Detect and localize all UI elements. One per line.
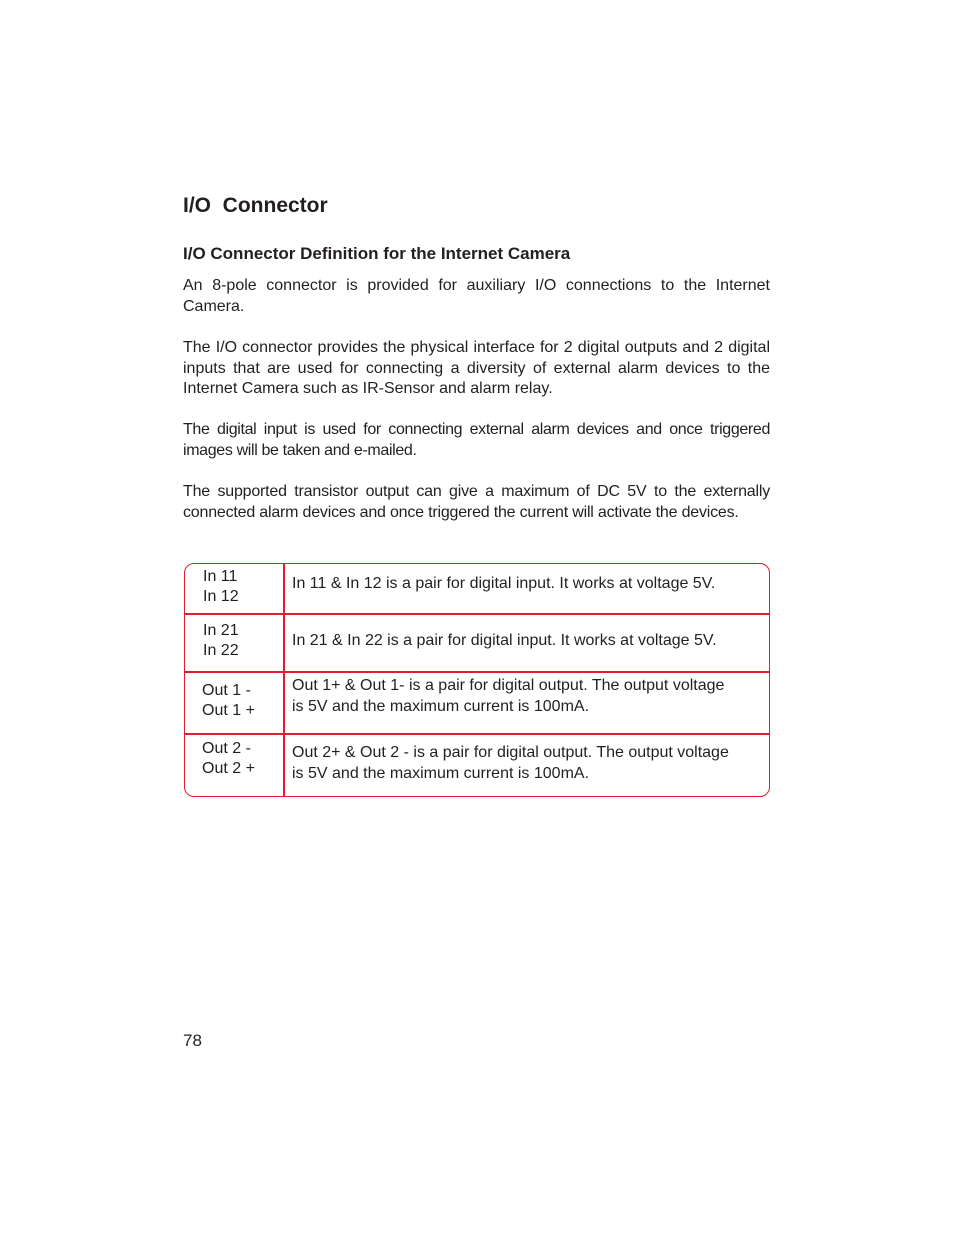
table-row-divider (185, 613, 769, 615)
paragraph-transistor-output: The supported transistor output can give a maximum of DC 5V to the externally connected alarm devices and once triggered the current will activate the devices. (183, 483, 770, 521)
io-pin-table (184, 563, 770, 797)
table-column-divider (283, 564, 285, 796)
paragraph-interface: The I/O connector provides the physical interface for 2 digital outputs and 2 digital inputs that are used for connecting a diversity of external alarm devices to the Internet Camera such as IR-Sensor and alarm relay. (183, 339, 770, 397)
pin-description-out-1: Out 1+ & Out 1- is a pair for digital output. The output voltage is 5V and the maximum current is 100mA. (292, 677, 725, 715)
pin-label-in-2: In 21 In 22 (203, 622, 239, 659)
pin-label-out-1: Out 1 - Out 1 + (202, 682, 255, 719)
page-number: 78 (183, 1031, 202, 1050)
table-row-divider (185, 671, 769, 673)
pin-description-in-1: In 11 & In 12 is a pair for digital input. It works at voltage 5V. (292, 575, 716, 592)
section-subtitle: I/O Connector Definition for the Internet Camera (183, 244, 571, 263)
pin-description-in-2: In 21 & In 22 is a pair for digital input. It works at voltage 5V. (292, 632, 717, 649)
paragraph-intro: An 8-pole connector is provided for auxiliary I/O connections to the Internet Camera. (183, 277, 770, 315)
table-row-divider (185, 733, 769, 735)
page-title: I/O Connector (183, 194, 328, 217)
pin-description-out-2: Out 2+ & Out 2 - is a pair for digital output. The output voltage is 5V and the maximum current is 100mA. (292, 744, 729, 782)
pin-label-out-2: Out 2 - Out 2 + (202, 740, 255, 777)
paragraph-digital-input: The digital input is used for connecting external alarm devices and once triggered images will be taken and e-mailed. (183, 421, 770, 459)
pin-label-in-1: In 11 In 12 (203, 568, 239, 605)
